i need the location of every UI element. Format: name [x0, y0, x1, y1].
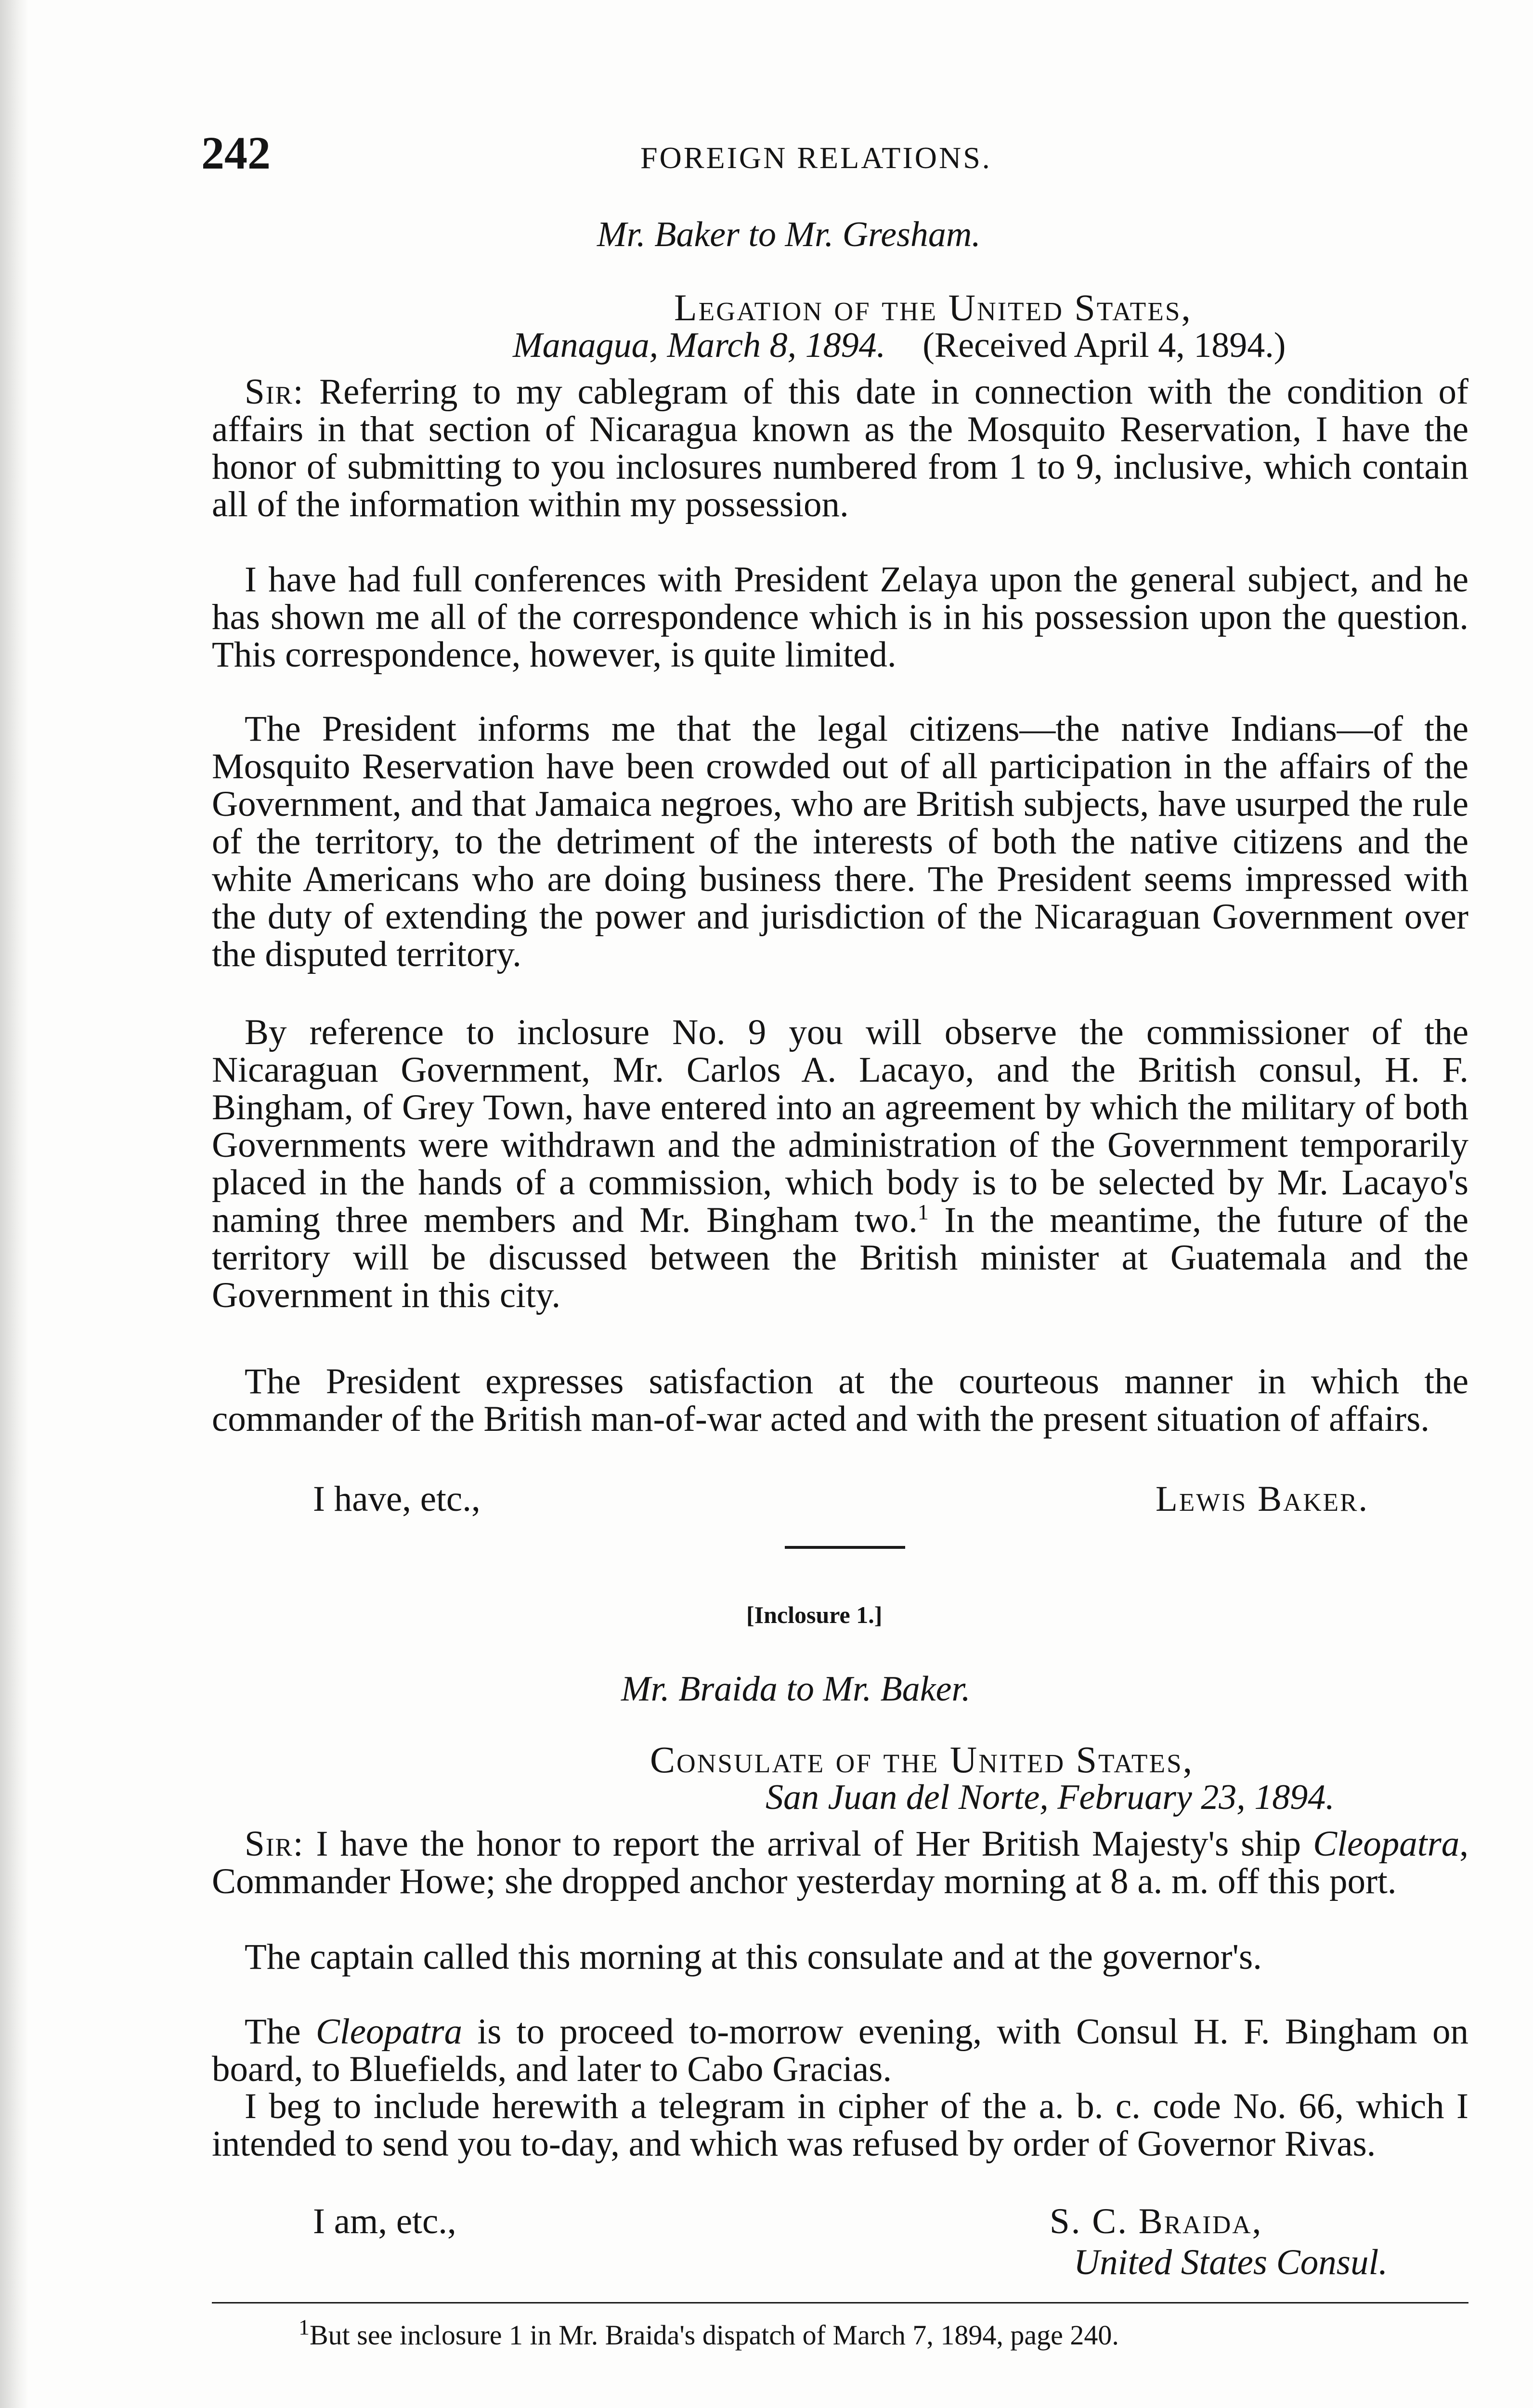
page-number: 242	[201, 127, 271, 179]
inclosure-paragraph-2: The captain called this morning at this consulate and at the governor's.	[245, 1937, 1262, 1977]
inclosure-salutation: Sir:	[245, 1824, 304, 1864]
letter1-paragraph-1: Sir: Referring to my cablegram of this date in connection with the condition of affairs in that section of Nicaragua known as the Mosquito Reservation, I have the honor of submitting to you inclosures numbered from 1 to 9, inclusive, which contain all of the information within my possession.	[212, 372, 1468, 524]
footnote-rule	[212, 2302, 1468, 2303]
inclosure-label: [Inclosure 1.]	[746, 1601, 883, 1628]
letter-dateline	[513, 327, 1286, 363]
legation-heading: Legation of the United States,	[674, 287, 1192, 328]
letter1-paragraph-5: The President expresses satisfaction at the courteous manner in which the commander of the British man-of-war acted and with the present situation of affairs.	[212, 1361, 1468, 1439]
inclosure-paragraph-4: I beg to include herewith a telegram in cipher of the a. b. c. code No. 66, which I intended to send you to-day, and which was refused by order of Governor Rivas.	[212, 2086, 1468, 2164]
inclosure-signature-title: United States Consul.	[1074, 2242, 1388, 2282]
letter1-paragraph-3: The President informs me that the legal citizens—the native Indians—of the Mosquito Reservation have been crowded out of all participation in the affairs of the Government, and that Jamaica negroes, who are British subjects, have usurped the rule of the territory, to the detriment of the interests of both the native citizens and the white Americans who are doing business there. The President seems impressed with the duty of extending the power and jurisdiction of the Nicaraguan Government over the disputed territory.	[212, 709, 1468, 974]
inclosure-paragraph-1: Sir: I have the honor to report the arrival of Her British Majesty's ship Cleopatra, Commander Howe; she dropped anchor yesterday morning at 8 a. m. off this port.	[212, 1824, 1469, 1901]
footnote-text: But see inclosure 1 in Mr. Braida's dispatch of March 7, 1894, page 240.	[310, 2319, 1119, 2351]
letter1-closing: I have, etc.,	[313, 1479, 481, 1519]
section-divider	[785, 1546, 905, 1549]
inclosure-title: Mr. Braida to Mr. Baker.	[621, 1669, 971, 1709]
letter1-paragraph-2: I have had full conferences with President Zelaya upon the general subject, and he has shown me all of the correspondence which is in his possession upon the question. This correspondence, however, is quite limited.	[212, 560, 1468, 675]
footnote-marker: 1	[917, 1200, 929, 1224]
received-date: (Received April 4, 1894.)	[922, 326, 1286, 365]
ship-name: Cleopatra	[1313, 1824, 1460, 1864]
inclosure-signature: S. C. Braida,	[1050, 2201, 1263, 2241]
footnote-number: 1	[299, 2315, 310, 2340]
running-head: FOREIGN RELATIONS.	[640, 141, 992, 175]
inclosure-paragraph-3: The Cleopatra is to proceed to-morrow evening, with Consul H. F. Bingham on board, to Bluefields, and later to Cabo Gracias.	[212, 2012, 1469, 2089]
salutation: Sir:	[245, 372, 304, 412]
letter1-paragraph-4: By reference to inclosure No. 9 you will observe the commissioner of the Nicaraguan Government, Mr. Carlos A. Lacayo, and the British consul, H. F. Bingham, of Grey Town, have entered into an agreement by which the military of both Governments were withdrawn and the administration of the Government temporarily placed in the hands of a commission, which body is to be selected by Mr. Lacayo's naming three members and Mr. Bingham two.$^1$ In the meantime, the future of the territory will be discussed between the British minister at Guatemala and the Government in this city.	[212, 1012, 1468, 1315]
inclosure-dateline: San Juan del Norte, February 23, 1894.	[766, 1778, 1335, 1817]
footnote	[299, 2315, 1119, 2351]
inclosure-closing: I am, etc.,	[313, 2201, 456, 2241]
ship-name: Cleopatra	[315, 2012, 463, 2052]
letter1-signature: Lewis Baker.	[1156, 1479, 1369, 1519]
consulate-heading: Consulate of the United States,	[650, 1739, 1194, 1780]
scan-edge-left	[0, 0, 29, 2408]
letter-title: Mr. Baker to Mr. Gresham.	[597, 215, 981, 254]
date-place: Managua, March 8, 1894.	[513, 326, 886, 365]
